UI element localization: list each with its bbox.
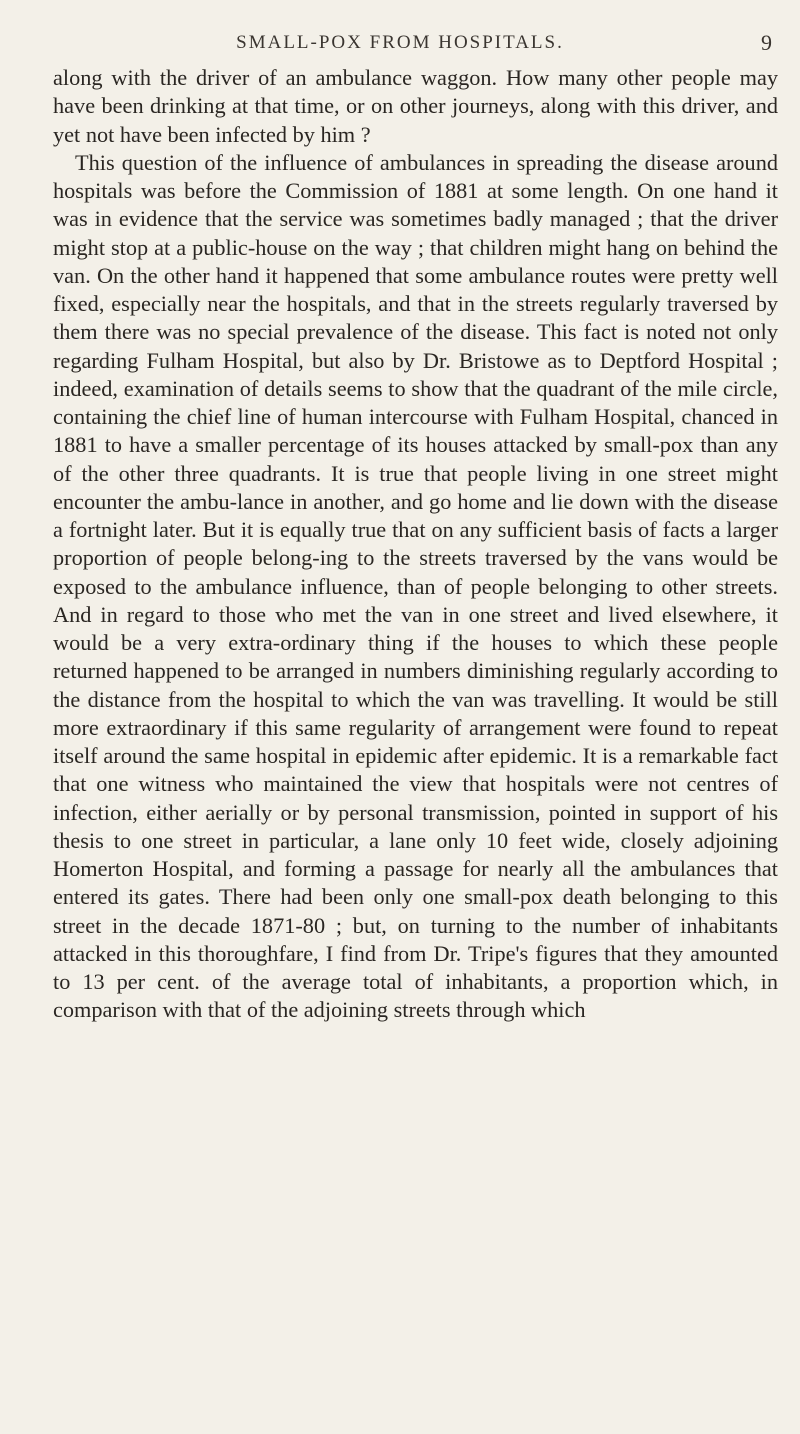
body-text bbox=[53, 64, 778, 1025]
running-head bbox=[0, 32, 800, 54]
paragraph: This question of the influence of ambulances in spreading the disease around hospitals was before the Commission of 1881 at some length. On one hand it was in evidence that the service was sometimes badly managed ; that the driver might stop at a public-house on the way ; that children might hang on behind the van. On the other hand it happened that some ambulance routes were pretty well fixed, especially near the hospitals, and that in the streets regularly traversed by them there was no special prevalence of the disease. This fact is noted not only regarding Fulham Hospital, but also by Dr. Bristowe as to Deptford Hospital ; indeed, examination of details seems to show that the quadrant of the mile circle, containing the chief line of human intercourse with Fulham Hospital, chanced in 1881 to have a smaller percentage of its houses attacked by small-pox than any of the other three quadrants. It is true that people living in one street might encounter the ambu-lance in another, and go home and lie down with the disease a fortnight later. But it is equally true that on any sufficient basis of facts a larger proportion of people belong-ing to the streets traversed by the vans would be exposed to the ambulance influence, than of people belonging to other streets. And in regard to those who met the van in one street and lived elsewhere, it would be a very extra-ordinary thing if the houses to which these people returned happened to be arranged in numbers diminishing regularly according to the distance from the hospital to which the van was travelling. It would be still more extraordinary if this same regularity of arrangement were found to repeat itself around the same hospital in epidemic after epidemic. It is a remarkable fact that one witness who maintained the view that hospitals were not centres of infection, either aerially or by personal transmission, pointed in support of his thesis to one street in particular, a lane only 10 feet wide, closely adjoining Homerton Hospital, and forming a passage for nearly all the ambulances that entered its gates. There had been only one small-pox death belonging to this street in the decade 1871-80 ; but, on turning to the number of inhabitants attacked in this thoroughfare, I find from Dr. Tripe's figures that they amounted to 13 per cent. of the average total of inhabitants, a proportion which, in comparison with that of the adjoining streets through which bbox=[53, 149, 778, 1023]
paragraph-continued: along with the driver of an ambulance waggon. How many other people may have been drinking at that time, or on other journeys, along with this driver, and yet not have been infected by him ? bbox=[53, 65, 778, 147]
page-number: 9 bbox=[761, 30, 772, 55]
running-title: SMALL-POX FROM HOSPITALS. bbox=[236, 32, 564, 53]
